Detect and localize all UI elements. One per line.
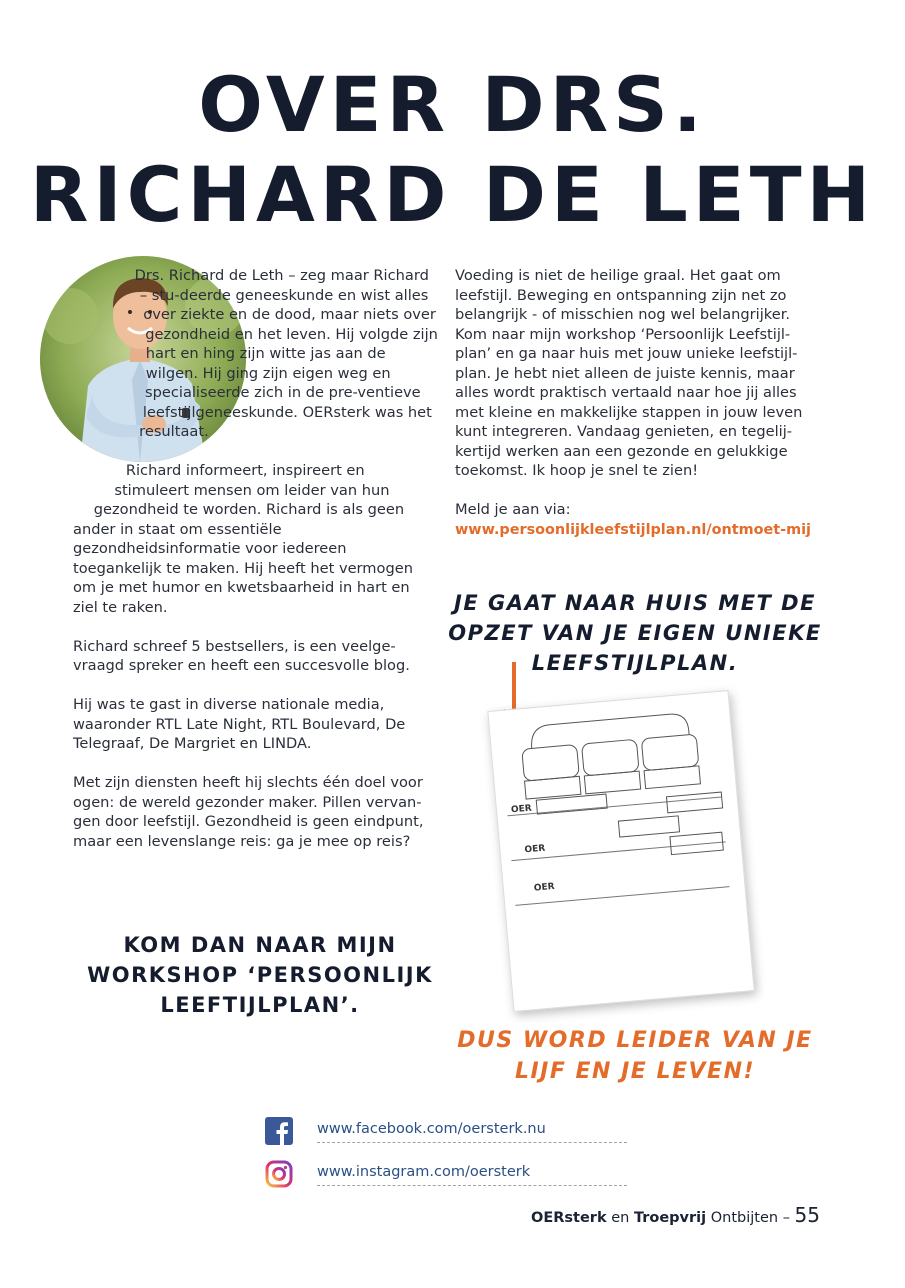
footer-book: Ontbijten [710, 1210, 779, 1226]
bio-paragraph-1: Drs. Richard de Leth – zeg maar Richard – stu-deerde geneeskunde en wist alles over ziekte en de dood, maar niets over gezondheid en het leven. Hij volgde zijn hart en hing zijn witte jas aan de wilgen. Hij ging zijn eigen weg en specialiseerde zich in de pre-ventieve leefstijlgeneeskunde. OERsterk was het resultaat. [134, 267, 438, 440]
workshop-callout: KOM DAN NAAR MIJN WORKSHOP ‘PERSOONLIJK LEEFTIJLPLAN’. [87, 933, 433, 1017]
workshop-paragraph: Voeding is niet de heilige graal. Het gaat om leefstijl. Beweging en ontspanning zijn net zo belangrijk - of misschien nog wel belangrijker. Kom naar mijn workshop ‘Persoonlijk Leefstijl-plan’ en ga naar huis met jouw unieke leefstijl-plan. Je hebt niet alleen de juiste kennis, maar alles wordt praktisch vertaald naar hoe jij alles met kleine en makkelijke stappen in jouw leven kunt integreren. Vandaag genieten, en tegelij-kertijd werken aan een gezonde en gelukkige toekomst. Ik hoop je snel te zien! [455, 267, 803, 479]
worksheet-logo-2: OER [524, 843, 546, 856]
facebook-icon [265, 1117, 293, 1145]
footer-brand-oersterk: OERsterk [531, 1210, 607, 1226]
page-title-line-2: RICHARD DE LETH [29, 150, 876, 239]
left-column [73, 266, 439, 871]
footer-dash: – [782, 1210, 790, 1226]
worksheet-image [487, 690, 754, 1012]
right-column [455, 266, 820, 540]
footer-brand-troepvrij: Troepvrij [633, 1210, 707, 1226]
instagram-icon [265, 1160, 293, 1188]
footer-joiner: en [611, 1210, 630, 1226]
register-label: Meld je aan via: [455, 501, 571, 518]
page-footer [531, 1203, 820, 1227]
page-title-line-1: OVER DRS. [198, 60, 707, 149]
instagram-link[interactable]: www.instagram.com/oersterk [317, 1164, 627, 1186]
worksheet-logo-3: OER [533, 881, 556, 894]
bio-paragraph-4: Hij was te gast in diverse nationale media, waaronder RTL Late Night, RTL Boulevard, De Telegraaf, De Margriet en LINDA. [73, 696, 406, 752]
bio-paragraph-5: Met zijn diensten heeft hij slechts één doel voor ogen: de wereld gezonder maker. Pillen vervan-gen door leefstijl. Gezondheid is geen eindpunt, maar een levenslange reis: ga je mee op reis? [73, 774, 424, 850]
plan-callout: JE GAAT NAAR HUIS MET DE OPZET VAN JE EIGEN UNIEKE LEEFSTIJLPLAN. [448, 591, 822, 675]
bio-paragraph-2: Richard informeert, inspireert en stimuleert mensen om leider van hun gezondheid te worden. Richard is als geen ander in staat om essentiële gezondheidsinformatie voor iedereen toegankelijk te maken. Hij heeft het vermogen om je met humor en kwetsbaarheid in hart en ziel te raken. [73, 462, 413, 616]
bio-paragraph-3: Richard schreef 5 bestsellers, is een veelge-vraagd spreker en heeft een succesvolle blog. [73, 637, 410, 674]
worksheet-logo-1: OER [510, 803, 533, 816]
facebook-link[interactable]: www.facebook.com/oersterk.nu [317, 1121, 627, 1143]
leader-callout: DUS WORD LEIDER VAN JE LIJF EN JE LEVEN! [457, 1028, 813, 1084]
register-link[interactable]: www.persoonlijkleefstijlplan.nl/ontmoet-mij [455, 521, 811, 538]
page-number: 55 [794, 1203, 820, 1227]
